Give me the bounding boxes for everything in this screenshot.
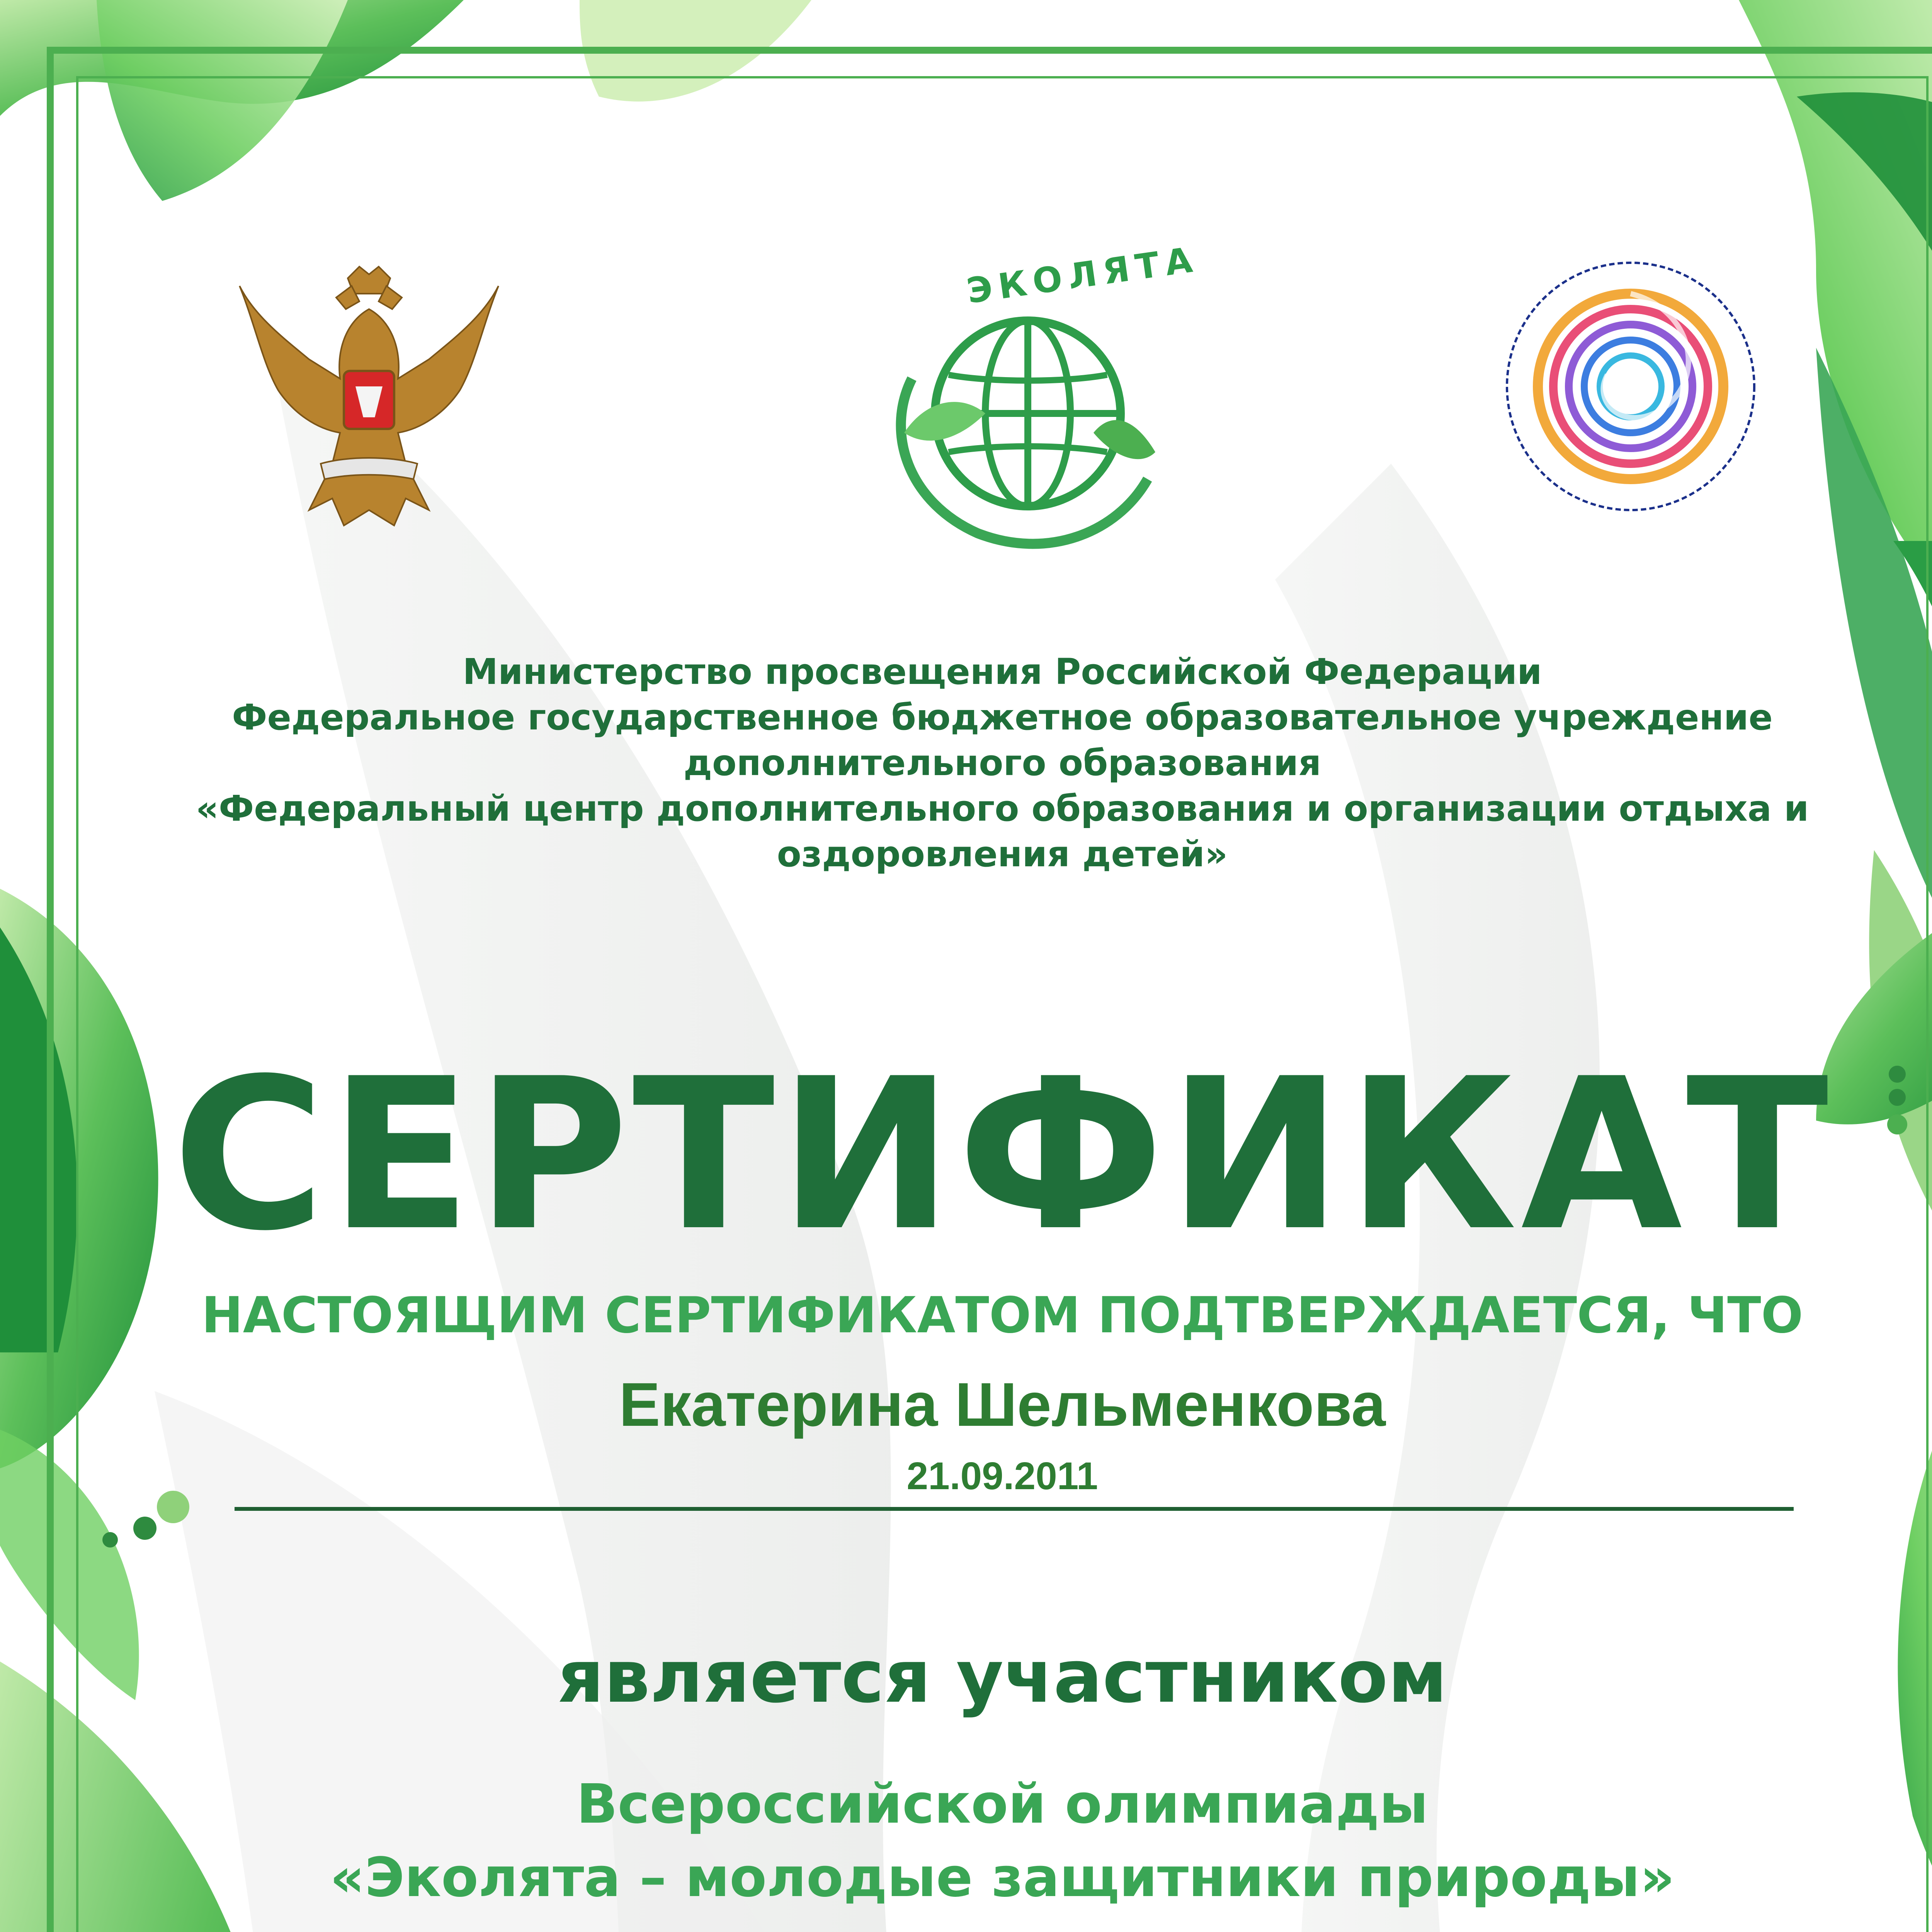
event-name-line1: Всероссийской олимпиады: [576, 1773, 1429, 1836]
ekolyata-globe-logo-icon: [862, 232, 1201, 564]
recipient-birth-date: 21.09.2011: [906, 1454, 1098, 1498]
organization-education-level: дополнительного образования: [683, 742, 1321, 784]
decor-dot: [133, 1517, 156, 1540]
leaf-shape: [97, 0, 348, 201]
name-underline: [235, 1507, 1794, 1511]
decor-dot: [102, 1532, 118, 1548]
spiral-center-logo-icon: [1492, 247, 1770, 526]
ekolyata-logo-title: ЭКОЛЯТА: [964, 239, 1201, 312]
organization-full-name: «Федеральный центр дополнительного образования и организации отдыха и: [196, 788, 1809, 829]
organization-institution-type: Федеральное государственное бюджетное образовательное учреждение: [232, 697, 1773, 738]
russian-eagle-emblem-icon: [232, 263, 506, 545]
organization-full-name-cont: оздоровления детей»: [777, 833, 1228, 875]
participant-role: является участником: [557, 1634, 1447, 1719]
organization-ministry: Министерство просвещения Российской Федерации: [463, 651, 1542, 692]
certificate-title: СЕРТИФИКАТ: [172, 1034, 1833, 1277]
certificate-subtitle: НАСТОЯЩИМ СЕРТИФИКАТОМ ПОДТВЕРЖДАЕТСЯ, ЧТО: [201, 1287, 1803, 1344]
recipient-name: Екатерина Шельменкова: [619, 1370, 1386, 1439]
event-name-line2: «Эколята – молодые защитники природы»: [330, 1846, 1675, 1909]
